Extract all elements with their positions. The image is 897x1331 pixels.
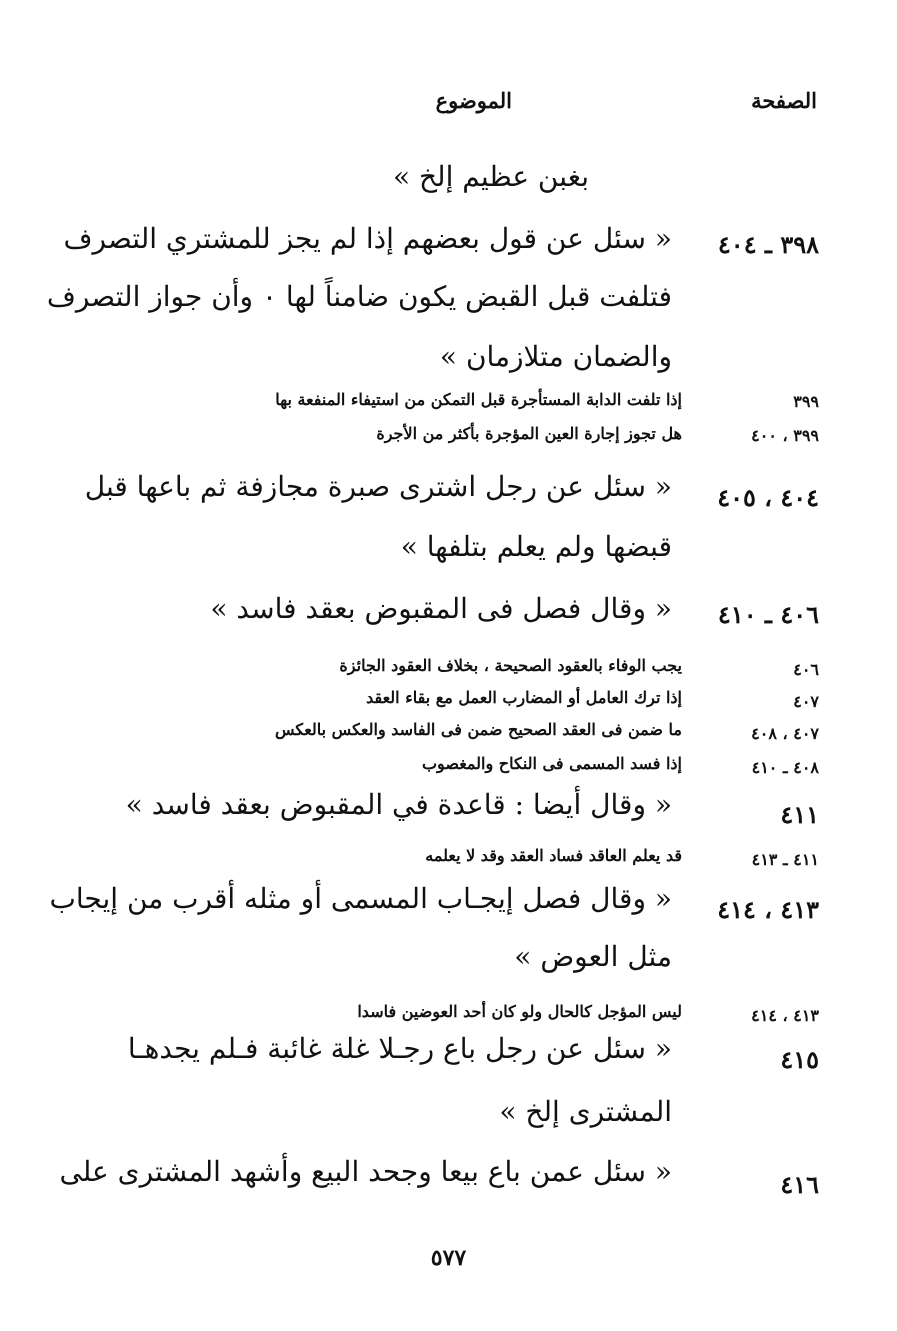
entry-text: ليس المؤجل كالحال ولو كان أحد العوضين فاسدا [357,1002,682,1021]
entry-text: مثل العوض » [514,940,672,973]
entry-text: إذا ترك العامل أو المضارب العمل مع بقاء العقد [366,688,682,707]
entry-page: ٣٩٩ [793,392,819,411]
entry-text: « وقال أيضا : قاعدة في المقبوض بعقد فاسد » [125,788,672,821]
entry-text: هل تجوز إجارة العين المؤجرة بأكثر من الأجرة [376,424,682,443]
entry-page: ٤١٣ ، ٤١٤ [751,1006,819,1025]
entry-page: ٤٠٦ [793,660,819,679]
entry-page: ٤٠٧ [793,692,819,711]
entry-text: ما ضمن فى العقد الصحيح ضمن فى الفاسد والعكس بالعكس [274,720,682,739]
entry-text: « سئل عن قول بعضهم إذا لم يجز للمشتري التصرف [63,222,672,255]
entry-text: قبضها ولم يعلم بتلفها » [400,530,672,563]
entry-page: ٤٠٨ ـ ٤١٠ [751,758,819,777]
entry-text: يجب الوفاء بالعقود الصحيحة ، بخلاف العقود الجائزة [339,656,682,675]
entry-text: « سئل عن رجل باع رجـلا غلة غائبة فـلم يجدهـا [127,1032,672,1065]
entry-text: فتلفت قبل القبض يكون ضامناً لها ٠ وأن جواز التصرف [46,280,672,313]
entry-page: ٤١٥ [780,1045,819,1074]
entry-text: بغبن عظيم إلخ » [392,160,589,193]
entry-text: إذا تلفت الدابة المستأجرة قبل التمكن من استيفاء المنفعة بها [275,390,682,409]
topic-column-header: الموضوع [435,88,512,113]
entry-text: « وقال فصل إيجـاب المسمى أو مثله أقرب من إيجاب [49,882,672,915]
page-column-header: الصفحة [751,88,817,113]
entry-page: ٣٩٨ ـ ٤٠٤ [717,230,819,259]
entry-text: المشترى إلخ » [499,1095,672,1128]
entry-text: « سئل عن رجل اشترى صبرة مجازفة ثم باعها قبل [84,470,672,503]
entry-page: ٤١١ ـ ٤١٣ [751,850,819,869]
page-number: ٥٧٧ [430,1245,467,1271]
entry-page: ٤٠٦ ـ ٤١٠ [717,600,819,629]
entry-page: ٤١١ [780,800,819,829]
entry-page: ٤٠٤ ، ٤٠٥ [717,483,819,512]
entry-page: ٤١٦ [780,1170,819,1199]
entry-text: « وقال فصل فى المقبوض بعقد فاسد » [210,592,672,625]
entry-page: ٤٠٧ ، ٤٠٨ [751,724,819,743]
entry-text: قد يعلم العاقد فساد العقد وقد لا يعلمه [425,846,682,865]
entry-text: إذا فسد المسمى فى النكاح والمغصوب [421,754,682,773]
entry-page: ٣٩٩ ، ٤٠٠ [751,426,819,445]
entry-text: « سئل عمن باع بيعا وجحد البيع وأشهد المشترى على [59,1155,672,1188]
entry-text: والضمان متلازمان » [439,340,672,373]
entry-page: ٤١٣ ، ٤١٤ [717,895,819,924]
